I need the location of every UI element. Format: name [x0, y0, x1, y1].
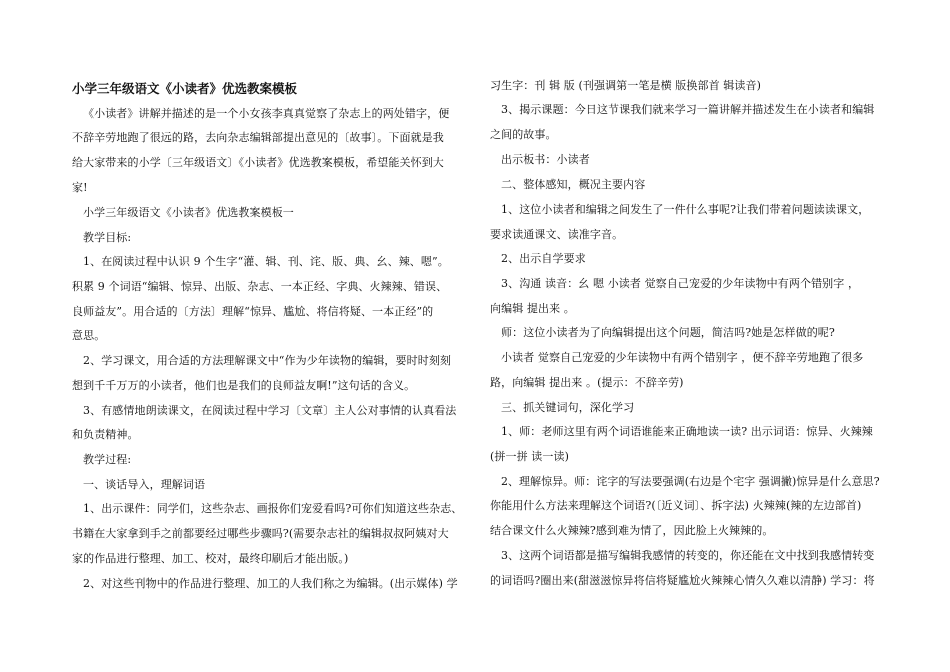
- paragraph-line: 《小读者》讲解并描述的是一个小女孩李真真觉察了杂志上的两处错字，便: [83, 107, 450, 120]
- paragraph-line: 2、学习课文，用合适的方法理解课文中“作为少年读物的编辑，要时时刻刻: [83, 354, 452, 367]
- paragraph-line: 2、对这些刊物中的作品进行整理、加工的人我们称之为编辑。(出示媒体) 学: [83, 577, 458, 590]
- paragraph-line: 1、在阅读过程中认识 9 个生字“灌、辑、刊、诧、版、典、幺、辣、嗯”。: [83, 255, 449, 268]
- paragraph-line: 小读者 觉察自己宠爱的少年读物中有两个错别字 ，便不辞辛劳地跑了很多: [501, 351, 864, 364]
- paragraph-line: 意思。: [72, 329, 106, 342]
- paragraph-line: 3、沟通 读音：幺 嗯 小读者 觉察自己宠爱的少年读物中有两个错别字 ，: [501, 277, 860, 290]
- paragraph-line: 要求读通课文、读准字音。: [490, 228, 624, 241]
- paragraph-line: 1、这位小读者和编辑之间发生了一件什么事呢?让我们带着问题读读课文，: [501, 203, 870, 216]
- paragraph-line: 积累 9 个词语“编辑、惊异、出版、杂志、一本正经、字典、火辣辣、错误、: [72, 280, 448, 293]
- paragraph-line: 3、有感情地朗读课文，在阅读过程中学习〔文章〕主人公对事情的认真看法: [83, 404, 457, 417]
- paragraph-line: 家的作品进行整理、加工、校对，最终印刷后才能出版。): [72, 552, 349, 565]
- paragraph-line: 2、理解惊异。师：诧字的写法要强调(右边是个宅字 强调撇)惊异是什么意思?: [500, 475, 880, 488]
- paragraph-line: 结合课文什么火辣辣?感到难为情了，因此脸上火辣辣的。: [490, 524, 774, 537]
- paragraph-line: 不辞辛劳地跑了很远的路，去向杂志编辑部提出意见的〔故事〕。下面就是我: [72, 131, 444, 144]
- paragraph-line: 3、这两个词语都是描写编辑我感情的转变的，你还能在文中找到我感情转变: [501, 549, 875, 562]
- section-heading: 三、抓关键词句，深化学习: [501, 401, 635, 414]
- paragraph-line: 想到千千万万的小读者，他们也是我们的良师益友啊!”这句话的含义。: [72, 379, 416, 392]
- paragraph-line: (拼一拼 读一读): [490, 450, 569, 463]
- section-heading: 教学目标:: [83, 231, 132, 244]
- paragraph-line: 1、出示课件：同学们，这些杂志、画报你们宠爱看吗?可你们知道这些杂志、: [83, 502, 463, 515]
- section-heading: 二、整体感知，概况主要内容: [501, 178, 646, 191]
- section-heading: 教学过程:: [83, 453, 132, 466]
- paragraph-line: 师：这位小读者为了向编辑提出这个问题，简洁吗?她是怎样做的呢?: [501, 326, 835, 339]
- paragraph-line: 3、揭示课题：今日这节课我们就来学习一篇讲解并描述发生在小读者和编辑: [501, 103, 875, 116]
- paragraph-line: 家!: [72, 181, 88, 194]
- section-heading: 小学三年级语文《小读者》优选教案模板一: [83, 206, 294, 219]
- section-heading: 一、谈话导入，理解词语: [83, 478, 206, 491]
- paragraph-line: 书籍在大家拿到手之前都要经过哪些步骤吗?(需要杂志社的编辑叔叔阿姨对大: [72, 527, 449, 540]
- paragraph-line: 路，向编辑 提出来 。(提示：不辞辛劳): [490, 376, 684, 389]
- paragraph-line: 的词语吗?圈出来(甜滋滋惊异将信将疑尴尬火辣辣心情久久难以清静) 学习：将: [490, 574, 875, 587]
- paragraph-line: 你能用什么方法来理解这个词语?(〔近义词〕、拆字法) 火辣辣(辣的左边部首): [490, 499, 862, 512]
- paragraph-line: 和负责精神。: [72, 428, 139, 441]
- paragraph-line: 良师益友”。用合适的〔方法〕理解“惊异、尴尬、将信将疑、一本正经”的: [72, 305, 434, 318]
- document-title: 小学三年级语文《小读者》优选教案模板: [72, 81, 298, 96]
- paragraph-line: 1、师：老师这里有两个词语谁能来正确地读一读? 出示词语：惊异、火辣辣: [501, 425, 873, 438]
- paragraph-line: 2、出示自学要求: [501, 252, 586, 265]
- paragraph-line: 向编辑 提出来 。: [490, 302, 575, 315]
- paragraph-line: 习生字：刊 辑 版 (刊强调第一笔是横 版换部首 辑读音): [490, 79, 761, 92]
- paragraph-line: 出示板书：小读者: [501, 153, 590, 166]
- paragraph-line: 给大家带来的小学〔三年级语文〕《小读者》优选教案模板，希望能关怀到大: [72, 156, 444, 169]
- paragraph-line: 之间的故事。: [490, 128, 557, 141]
